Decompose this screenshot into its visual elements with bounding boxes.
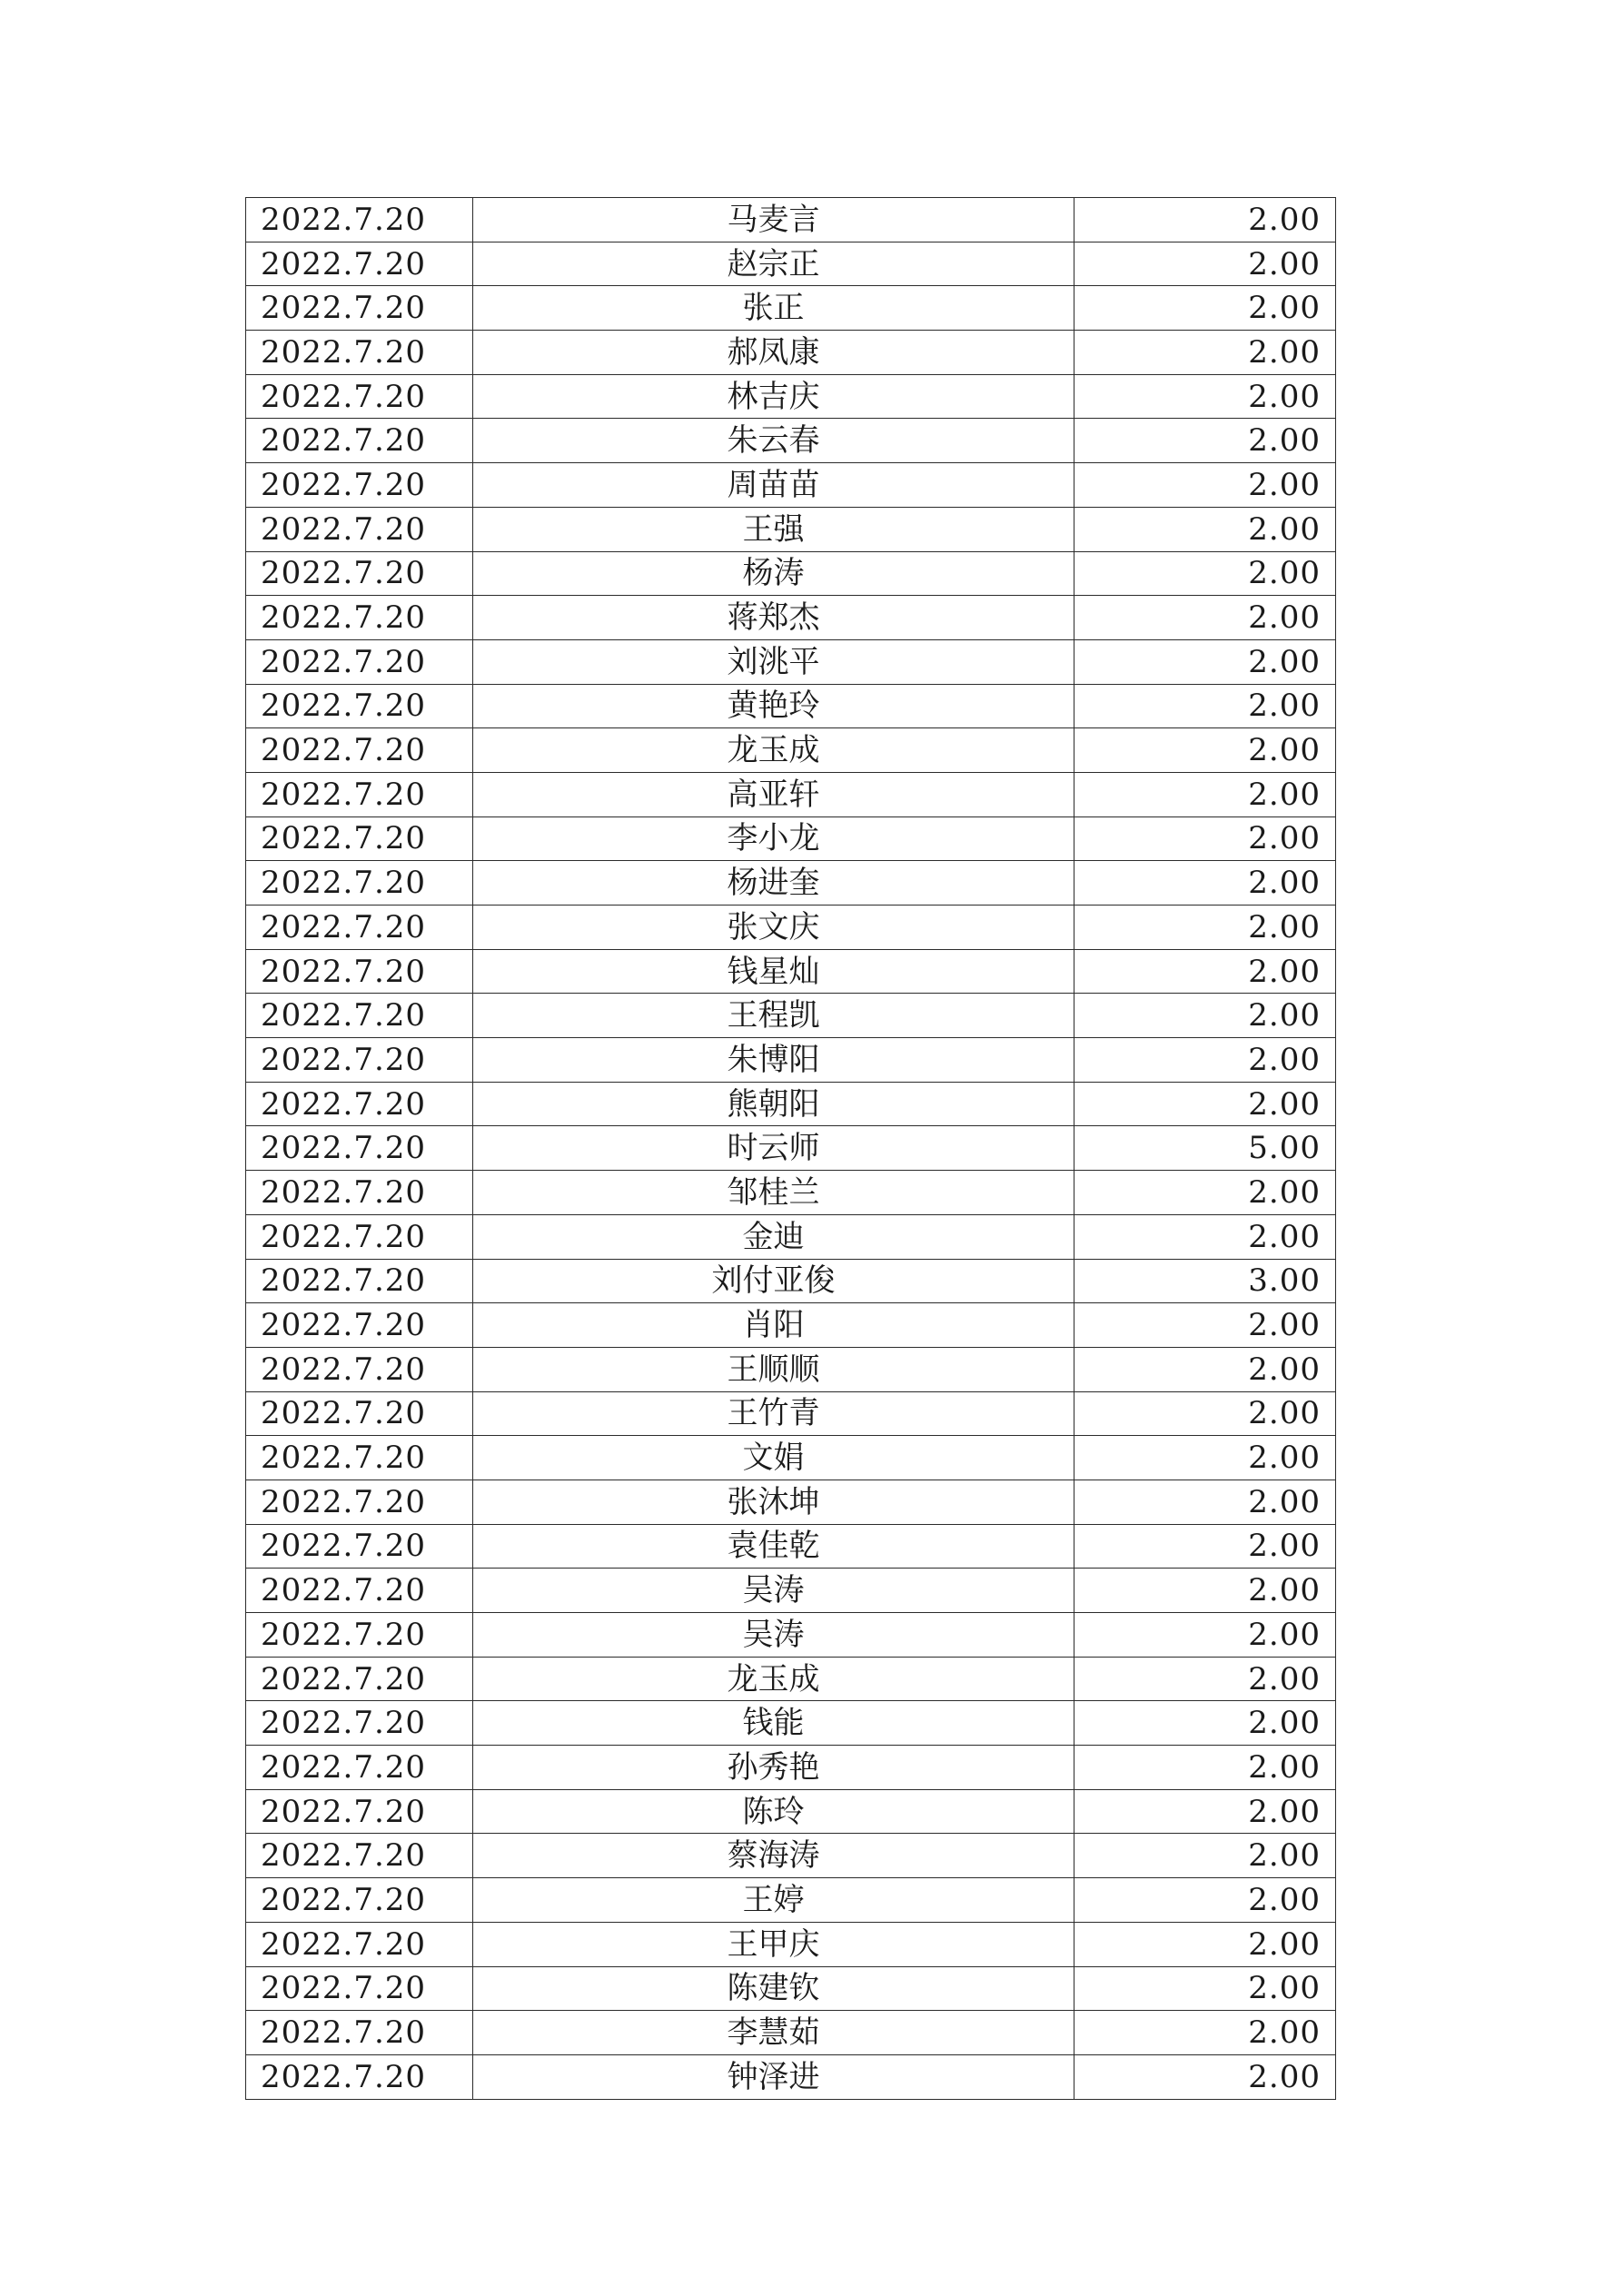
amount-cell: 2.00 bbox=[1074, 419, 1336, 463]
table-row bbox=[246, 1657, 1336, 1701]
table-row bbox=[246, 463, 1336, 508]
date-cell: 2022.7.20 bbox=[246, 772, 473, 816]
name-cell: 袁佳乾 bbox=[473, 1524, 1074, 1569]
name-cell: 熊朝阳 bbox=[473, 1082, 1074, 1126]
amount-cell: 2.00 bbox=[1074, 2054, 1336, 2099]
amount-cell: 2.00 bbox=[1074, 639, 1336, 684]
date-cell: 2022.7.20 bbox=[246, 507, 473, 551]
table-row bbox=[246, 1171, 1336, 1215]
table-row bbox=[246, 816, 1336, 861]
table-row bbox=[246, 1082, 1336, 1126]
name-cell: 刘洮平 bbox=[473, 639, 1074, 684]
date-cell: 2022.7.20 bbox=[246, 1391, 473, 1436]
table-row bbox=[246, 286, 1336, 331]
date-cell: 2022.7.20 bbox=[246, 1701, 473, 1746]
date-cell: 2022.7.20 bbox=[246, 728, 473, 773]
name-cell: 赵宗正 bbox=[473, 242, 1074, 286]
amount-cell: 2.00 bbox=[1074, 1613, 1336, 1658]
amount-cell: 2.00 bbox=[1074, 2011, 1336, 2055]
name-cell: 张文庆 bbox=[473, 906, 1074, 950]
name-cell: 朱云春 bbox=[473, 419, 1074, 463]
amount-cell: 2.00 bbox=[1074, 507, 1336, 551]
amount-cell: 2.00 bbox=[1074, 1789, 1336, 1834]
table-row bbox=[246, 1214, 1336, 1259]
table-row bbox=[246, 1613, 1336, 1658]
name-cell: 龙玉成 bbox=[473, 728, 1074, 773]
amount-cell: 2.00 bbox=[1074, 1657, 1336, 1701]
amount-cell: 2.00 bbox=[1074, 1436, 1336, 1480]
date-cell: 2022.7.20 bbox=[246, 198, 473, 242]
table-row bbox=[246, 1701, 1336, 1746]
table-row bbox=[246, 994, 1336, 1038]
amount-cell: 2.00 bbox=[1074, 994, 1336, 1038]
name-cell: 钟泽进 bbox=[473, 2054, 1074, 2099]
amount-cell: 2.00 bbox=[1074, 1524, 1336, 1569]
date-cell: 2022.7.20 bbox=[246, 1524, 473, 1569]
name-cell: 孙秀艳 bbox=[473, 1746, 1074, 1790]
table-row bbox=[246, 772, 1336, 816]
table-row bbox=[246, 639, 1336, 684]
name-cell: 龙玉成 bbox=[473, 1657, 1074, 1701]
date-cell: 2022.7.20 bbox=[246, 1878, 473, 1923]
date-cell: 2022.7.20 bbox=[246, 1214, 473, 1259]
table-row bbox=[246, 1303, 1336, 1348]
name-cell: 陈玲 bbox=[473, 1789, 1074, 1834]
table-row bbox=[246, 2054, 1336, 2099]
date-cell: 2022.7.20 bbox=[246, 419, 473, 463]
date-cell: 2022.7.20 bbox=[246, 463, 473, 508]
name-cell: 马麦言 bbox=[473, 198, 1074, 242]
name-cell: 王程凯 bbox=[473, 994, 1074, 1038]
date-cell: 2022.7.20 bbox=[246, 2054, 473, 2099]
date-cell: 2022.7.20 bbox=[246, 596, 473, 640]
table-row bbox=[246, 949, 1336, 994]
table-row bbox=[246, 419, 1336, 463]
date-cell: 2022.7.20 bbox=[246, 1436, 473, 1480]
amount-cell: 2.00 bbox=[1074, 1746, 1336, 1790]
date-cell: 2022.7.20 bbox=[246, 1303, 473, 1348]
table-row bbox=[246, 861, 1336, 906]
table-row bbox=[246, 1480, 1336, 1524]
name-cell: 时云师 bbox=[473, 1126, 1074, 1171]
name-cell: 李慧茹 bbox=[473, 2011, 1074, 2055]
date-cell: 2022.7.20 bbox=[246, 2011, 473, 2055]
date-cell: 2022.7.20 bbox=[246, 1259, 473, 1303]
name-cell: 王竹青 bbox=[473, 1391, 1074, 1436]
name-cell: 邹桂兰 bbox=[473, 1171, 1074, 1215]
name-cell: 杨涛 bbox=[473, 551, 1074, 596]
name-cell: 钱能 bbox=[473, 1701, 1074, 1746]
amount-cell: 2.00 bbox=[1074, 1922, 1336, 1966]
name-cell: 钱星灿 bbox=[473, 949, 1074, 994]
amount-cell: 2.00 bbox=[1074, 198, 1336, 242]
date-cell: 2022.7.20 bbox=[246, 861, 473, 906]
date-cell: 2022.7.20 bbox=[246, 331, 473, 375]
name-cell: 王甲庆 bbox=[473, 1922, 1074, 1966]
date-cell: 2022.7.20 bbox=[246, 816, 473, 861]
table-row bbox=[246, 906, 1336, 950]
table-row bbox=[246, 684, 1336, 728]
table-row bbox=[246, 1126, 1336, 1171]
amount-cell: 3.00 bbox=[1074, 1259, 1336, 1303]
amount-cell: 2.00 bbox=[1074, 242, 1336, 286]
name-cell: 张正 bbox=[473, 286, 1074, 331]
date-cell: 2022.7.20 bbox=[246, 1082, 473, 1126]
date-cell: 2022.7.20 bbox=[246, 551, 473, 596]
amount-cell: 2.00 bbox=[1074, 772, 1336, 816]
name-cell: 朱博阳 bbox=[473, 1038, 1074, 1083]
amount-cell: 2.00 bbox=[1074, 331, 1336, 375]
table-row bbox=[246, 1878, 1336, 1923]
amount-cell: 2.00 bbox=[1074, 1303, 1336, 1348]
name-cell: 刘付亚俊 bbox=[473, 1259, 1074, 1303]
date-cell: 2022.7.20 bbox=[246, 1347, 473, 1391]
name-cell: 陈建钦 bbox=[473, 1966, 1074, 2011]
amount-cell: 2.00 bbox=[1074, 374, 1336, 419]
amount-cell: 5.00 bbox=[1074, 1126, 1336, 1171]
table-row bbox=[246, 1789, 1336, 1834]
table-row bbox=[246, 331, 1336, 375]
amount-cell: 2.00 bbox=[1074, 728, 1336, 773]
table-row bbox=[246, 198, 1336, 242]
date-cell: 2022.7.20 bbox=[246, 1613, 473, 1658]
name-cell: 王婷 bbox=[473, 1878, 1074, 1923]
date-cell: 2022.7.20 bbox=[246, 242, 473, 286]
table-row bbox=[246, 1391, 1336, 1436]
amount-cell: 2.00 bbox=[1074, 1966, 1336, 2011]
date-cell: 2022.7.20 bbox=[246, 684, 473, 728]
table-row bbox=[246, 596, 1336, 640]
donation-table-body bbox=[246, 198, 1336, 2100]
name-cell: 蔡海涛 bbox=[473, 1834, 1074, 1878]
date-cell: 2022.7.20 bbox=[246, 949, 473, 994]
date-cell: 2022.7.20 bbox=[246, 1834, 473, 1878]
amount-cell: 2.00 bbox=[1074, 1082, 1336, 1126]
amount-cell: 2.00 bbox=[1074, 551, 1336, 596]
name-cell: 黄艳玲 bbox=[473, 684, 1074, 728]
table-row bbox=[246, 1569, 1336, 1613]
amount-cell: 2.00 bbox=[1074, 1391, 1336, 1436]
name-cell: 王顺顺 bbox=[473, 1347, 1074, 1391]
table-row bbox=[246, 728, 1336, 773]
table-row bbox=[246, 1834, 1336, 1878]
table-row bbox=[246, 551, 1336, 596]
table-row bbox=[246, 374, 1336, 419]
amount-cell: 2.00 bbox=[1074, 1214, 1336, 1259]
amount-cell: 2.00 bbox=[1074, 684, 1336, 728]
name-cell: 郝凤康 bbox=[473, 331, 1074, 375]
amount-cell: 2.00 bbox=[1074, 1171, 1336, 1215]
amount-cell: 2.00 bbox=[1074, 463, 1336, 508]
table-row bbox=[246, 1746, 1336, 1790]
name-cell: 周苗苗 bbox=[473, 463, 1074, 508]
name-cell: 高亚轩 bbox=[473, 772, 1074, 816]
date-cell: 2022.7.20 bbox=[246, 286, 473, 331]
table-row bbox=[246, 1922, 1336, 1966]
amount-cell: 2.00 bbox=[1074, 906, 1336, 950]
date-cell: 2022.7.20 bbox=[246, 1569, 473, 1613]
donation-table bbox=[245, 197, 1336, 2100]
date-cell: 2022.7.20 bbox=[246, 994, 473, 1038]
name-cell: 吴涛 bbox=[473, 1613, 1074, 1658]
name-cell: 张沐坤 bbox=[473, 1480, 1074, 1524]
amount-cell: 2.00 bbox=[1074, 1038, 1336, 1083]
amount-cell: 2.00 bbox=[1074, 1480, 1336, 1524]
name-cell: 林吉庆 bbox=[473, 374, 1074, 419]
date-cell: 2022.7.20 bbox=[246, 906, 473, 950]
date-cell: 2022.7.20 bbox=[246, 1480, 473, 1524]
amount-cell: 2.00 bbox=[1074, 286, 1336, 331]
amount-cell: 2.00 bbox=[1074, 949, 1336, 994]
date-cell: 2022.7.20 bbox=[246, 639, 473, 684]
amount-cell: 2.00 bbox=[1074, 861, 1336, 906]
name-cell: 吴涛 bbox=[473, 1569, 1074, 1613]
amount-cell: 2.00 bbox=[1074, 1701, 1336, 1746]
table-row bbox=[246, 2011, 1336, 2055]
date-cell: 2022.7.20 bbox=[246, 1966, 473, 2011]
amount-cell: 2.00 bbox=[1074, 596, 1336, 640]
name-cell: 肖阳 bbox=[473, 1303, 1074, 1348]
table-row bbox=[246, 1038, 1336, 1083]
date-cell: 2022.7.20 bbox=[246, 374, 473, 419]
amount-cell: 2.00 bbox=[1074, 1834, 1336, 1878]
date-cell: 2022.7.20 bbox=[246, 1038, 473, 1083]
date-cell: 2022.7.20 bbox=[246, 1746, 473, 1790]
name-cell: 金迪 bbox=[473, 1214, 1074, 1259]
table-row bbox=[246, 1347, 1336, 1391]
name-cell: 杨进奎 bbox=[473, 861, 1074, 906]
name-cell: 李小龙 bbox=[473, 816, 1074, 861]
table-row bbox=[246, 507, 1336, 551]
amount-cell: 2.00 bbox=[1074, 1569, 1336, 1613]
table-row bbox=[246, 1966, 1336, 2011]
name-cell: 王强 bbox=[473, 507, 1074, 551]
date-cell: 2022.7.20 bbox=[246, 1789, 473, 1834]
amount-cell: 2.00 bbox=[1074, 1347, 1336, 1391]
table-row bbox=[246, 242, 1336, 286]
name-cell: 蒋郑杰 bbox=[473, 596, 1074, 640]
table-row bbox=[246, 1436, 1336, 1480]
date-cell: 2022.7.20 bbox=[246, 1922, 473, 1966]
table-row bbox=[246, 1259, 1336, 1303]
date-cell: 2022.7.20 bbox=[246, 1171, 473, 1215]
date-cell: 2022.7.20 bbox=[246, 1126, 473, 1171]
name-cell: 文娟 bbox=[473, 1436, 1074, 1480]
amount-cell: 2.00 bbox=[1074, 1878, 1336, 1923]
table-row bbox=[246, 1524, 1336, 1569]
date-cell: 2022.7.20 bbox=[246, 1657, 473, 1701]
amount-cell: 2.00 bbox=[1074, 816, 1336, 861]
